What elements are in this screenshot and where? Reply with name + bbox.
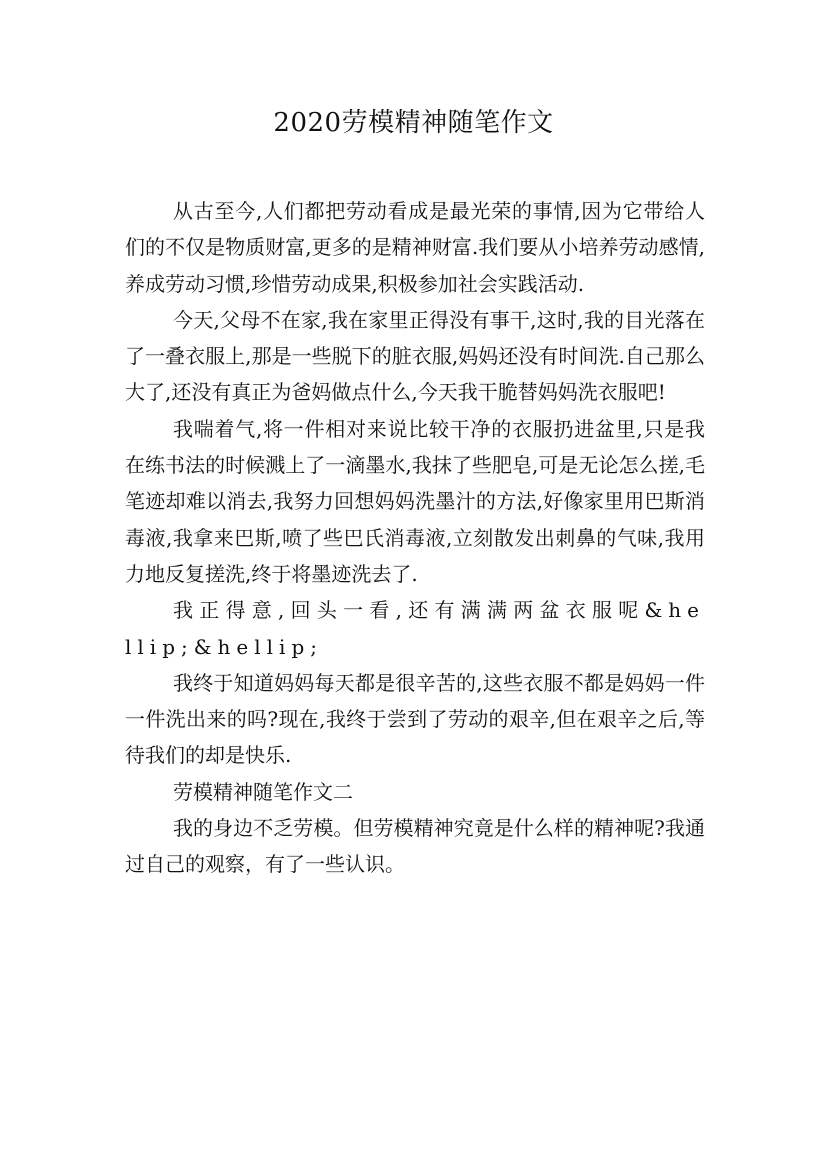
document-body bbox=[125, 193, 705, 883]
section-heading: 劳模精神随笔作文二 bbox=[173, 779, 353, 804]
paragraph-6: 我的身边不乏劳模。但劳模精神究竟是什么样的精神呢?我通过自己的观察，有了一些认识。 bbox=[125, 816, 705, 877]
paragraph-5: 我终于知道妈妈每天都是很辛苦的,这些衣服不都是妈妈一件一件洗出来的吗?现在,我终于尝到了劳动的艰辛,但在艰辛之后,等待我们的却是快乐. bbox=[125, 670, 705, 768]
paragraph-4: 我正得意,回头一看,还有满满两盆衣服呢&hellip;&hellip; bbox=[125, 598, 705, 659]
document-title: 2020劳模精神随笔作文 bbox=[273, 108, 554, 138]
paragraph-2: 今天,父母不在家,我在家里正得没有事干,这时,我的目光落在了一叠衣服上,那是一些脱下的脏衣服,妈妈还没有时间洗.自己那么大了,还没有真正为爸妈做点什么,今天我干脆替妈妈洗衣服吧! bbox=[125, 307, 705, 405]
paragraph-1: 从古至今,人们都把劳动看成是最光荣的事情,因为它带给人们的不仅是物质财富,更多的是精神财富.我们要从小培养劳动感情,养成劳动习惯,珍惜劳动成果,积极参加社会实践活动. bbox=[125, 199, 705, 296]
paragraph-3: 我喘着气,将一件相对来说比较干净的衣服扔进盆里,只是我在练书法的时候溅上了一滴墨水,我抹了些肥皂,可是无论怎么搓,毛笔迹却难以消去,我努力回想妈妈洗墨汁的方法,好像家里用巴斯消毒液,我拿来巴斯,喷了些巴氏消毒液,立刻散发出刺鼻的气味,我用力地反复搓洗,终于将墨迹洗去了. bbox=[125, 416, 705, 586]
